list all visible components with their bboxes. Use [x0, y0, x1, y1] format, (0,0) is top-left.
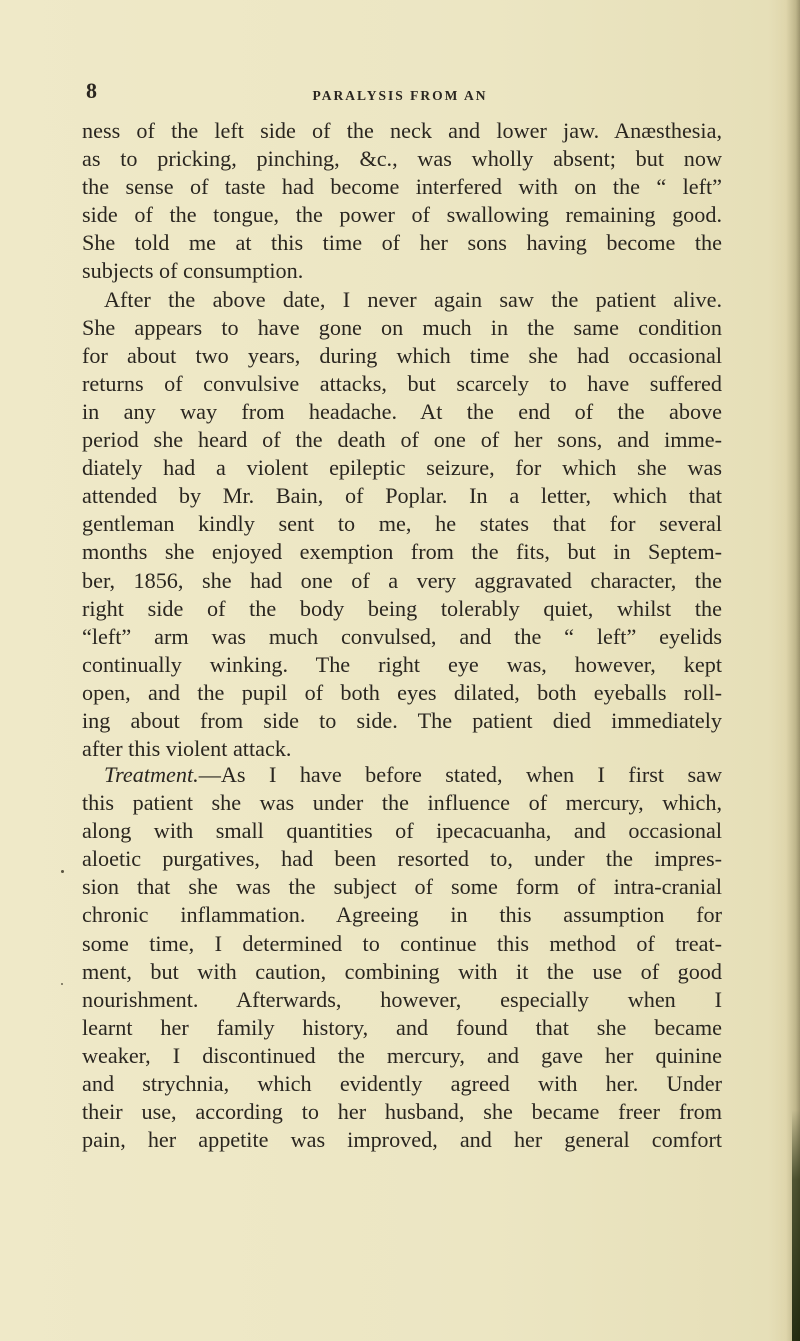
text-line: gentleman kindly sent to me, he states that for several	[82, 511, 722, 537]
text-line: weaker, I discontinued the mercury, and gave her quinine	[82, 1042, 722, 1068]
text-line: learnt her family history, and found that she became	[82, 1014, 722, 1040]
text-line: sion that she was the subject of some form of intra-cranial	[82, 874, 722, 900]
text-line: ness of the left side of the neck and lower jaw. Anæsthesia,	[82, 118, 722, 143]
text-line: months she enjoyed exemption from the fits, but in Septem-	[82, 539, 722, 565]
paragraph-case-history	[82, 117, 722, 763]
text-line: subjects of consumption.	[82, 258, 304, 284]
text-line: along with small quantities of ipecacuanha, and occasional	[82, 818, 722, 844]
text-line: after this violent attack.	[82, 736, 292, 762]
text-line	[82, 761, 722, 789]
text-line: attended by Mr. Bain, of Poplar. In a letter, which that	[82, 483, 722, 509]
text-line: She appears to have gone on much in the same condition	[82, 314, 722, 340]
text-line: continually winking. The right eye was, however, kept	[82, 651, 722, 677]
text-line: for about two years, during which time she had occasional	[82, 342, 722, 368]
page-number: 8	[86, 78, 97, 103]
text-line: nourishment. Afterwards, however, especially when I	[82, 986, 722, 1012]
print-speck	[61, 870, 64, 873]
text-line: and strychnia, which evidently agreed with her. Under	[82, 1071, 722, 1097]
print-speck	[61, 983, 63, 985]
text-line: pain, her appetite was improved, and her general comfort	[82, 1127, 722, 1153]
text-line: ment, but with caution, combining with it the use of good	[82, 958, 722, 984]
text-line: open, and the pupil of both eyes dilated, both eyeballs roll-	[82, 679, 722, 705]
text-line: this patient she was under the influence of mercury, which,	[82, 790, 722, 816]
text-line: in any way from headache. At the end of the above	[82, 398, 722, 424]
text-line: returns of convulsive attacks, but scarcely to have suffered	[82, 370, 722, 396]
binding-edge	[792, 1110, 800, 1341]
text-line: side of the tongue, the power of swallowing remaining good.	[82, 202, 722, 228]
text-line: as to pricking, pinching, &c., was wholly absent; but now	[82, 146, 722, 172]
paragraph-treatment	[82, 761, 722, 1154]
text-line: She told me at this time of her sons having become the	[82, 230, 722, 256]
text-line: After the above date, I never again saw the patient alive.	[104, 286, 722, 312]
text-line: “left” arm was much convulsed, and the “ left” eyelids	[82, 623, 722, 649]
text-line: ing about from side to side. The patient died immediately	[82, 707, 722, 733]
text-line: period she heard of the death of one of her sons, and imme-	[82, 427, 722, 453]
text-line: chronic inflammation. Agreeing in this assumption for	[82, 902, 722, 928]
treatment-lead-text: —As I have before stated, when I first saw	[198, 762, 722, 787]
treatment-heading: Treatment.	[104, 762, 199, 787]
running-head: PARALYSIS FROM AN	[312, 88, 488, 103]
text-line: ber, 1856, she had one of a very aggravated character, the	[82, 567, 722, 593]
text-line: their use, according to her husband, she became freer from	[82, 1099, 722, 1125]
text-line: diately had a violent epileptic seizure, for which she was	[82, 455, 722, 481]
page-header	[80, 78, 720, 106]
text-line: some time, I determined to continue this method of treat-	[82, 930, 722, 956]
text-line: right side of the body being tolerably quiet, whilst the	[82, 595, 722, 621]
text-line: aloetic purgatives, had been resorted to, under the impres-	[82, 846, 722, 872]
text-line: the sense of taste had become interfered with on the “ left”	[82, 174, 722, 200]
